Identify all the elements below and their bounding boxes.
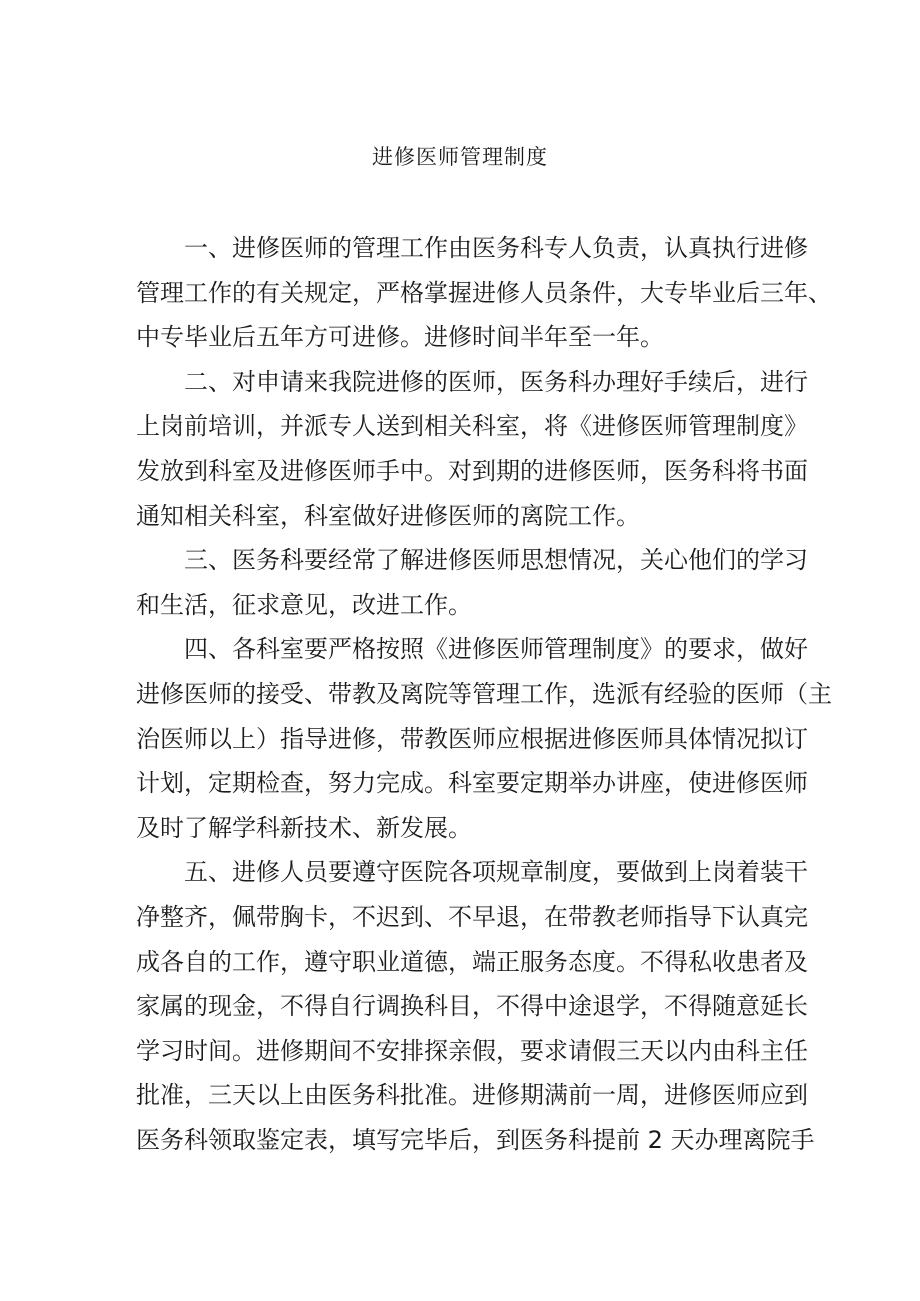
text-line: 二、对申请来我院进修的医师，医务科办理好手续后，进行 xyxy=(184,367,808,396)
text-line: 管理工作的有关规定，严格掌握进修人员条件，大专毕业后三年、 xyxy=(136,278,832,307)
text-line: 上岗前培训，并派专人送到相关科室，将《进修医师管理制度》 xyxy=(136,412,808,441)
text-line: 批准，三天以上由医务科批准。进修期满前一周，进修医师应到 xyxy=(136,1081,808,1110)
text-line: 三、医务科要经常了解进修医师思想情况，关心他们的学习 xyxy=(184,546,808,575)
text-line: 计划，定期检查，努力完成。科室要定期举办讲座，使进修医师 xyxy=(136,769,808,798)
text-line: 净整齐，佩带胸卡，不迟到、不早退，在带教老师指导下认真完 xyxy=(136,902,808,931)
paragraph-4 xyxy=(136,627,832,850)
text-line: 五、进修人员要遵守医院各项规章制度，要做到上岗着装干 xyxy=(184,858,808,887)
text-line: 治医师以上）指导进修，带教医师应根据进修医师具体情况拟订 xyxy=(136,724,808,753)
text-line: 四、各科室要严格按照《进修医师管理制度》的要求，做好 xyxy=(184,635,808,664)
paragraph-2 xyxy=(136,360,808,538)
text-line: 医务科领取鉴定表，填写完毕后，到医务科提前 2 天办理离院手 xyxy=(136,1125,815,1154)
text-line: 成各自的工作，遵守职业道德，端正服务态度。不得私收患者及 xyxy=(136,947,808,976)
paragraph-5 xyxy=(136,850,815,1162)
text-line: 及时了解学科新技术、新发展。 xyxy=(136,813,472,842)
text-line: 发放到科室及进修医师手中。对到期的进修医师，医务科将书面 xyxy=(136,456,808,485)
text-line: 和生活，征求意见，改进工作。 xyxy=(136,590,472,619)
text-line: 中专毕业后五年方可进修。进修时间半年至一年。 xyxy=(136,323,664,352)
text-line: 一、进修医师的管理工作由医务科专人负责，认真执行进修 xyxy=(184,234,808,262)
paragraph-3 xyxy=(136,538,808,627)
text-line: 家属的现金，不得自行调换科目，不得中途退学，不得随意延长 xyxy=(136,992,808,1021)
text-line: 学习时间。进修期间不安排探亲假，要求请假三天以内由科主任 xyxy=(136,1036,808,1065)
paragraph-1 xyxy=(136,226,832,360)
text-line: 通知相关科室，科室做好进修医师的离院工作。 xyxy=(136,501,640,530)
text-line: 进修医师的接受、带教及离院等管理工作，选派有经验的医师（主 xyxy=(136,679,832,708)
document-title: 进修医师管理制度 xyxy=(372,145,548,169)
document-body xyxy=(136,226,832,1162)
